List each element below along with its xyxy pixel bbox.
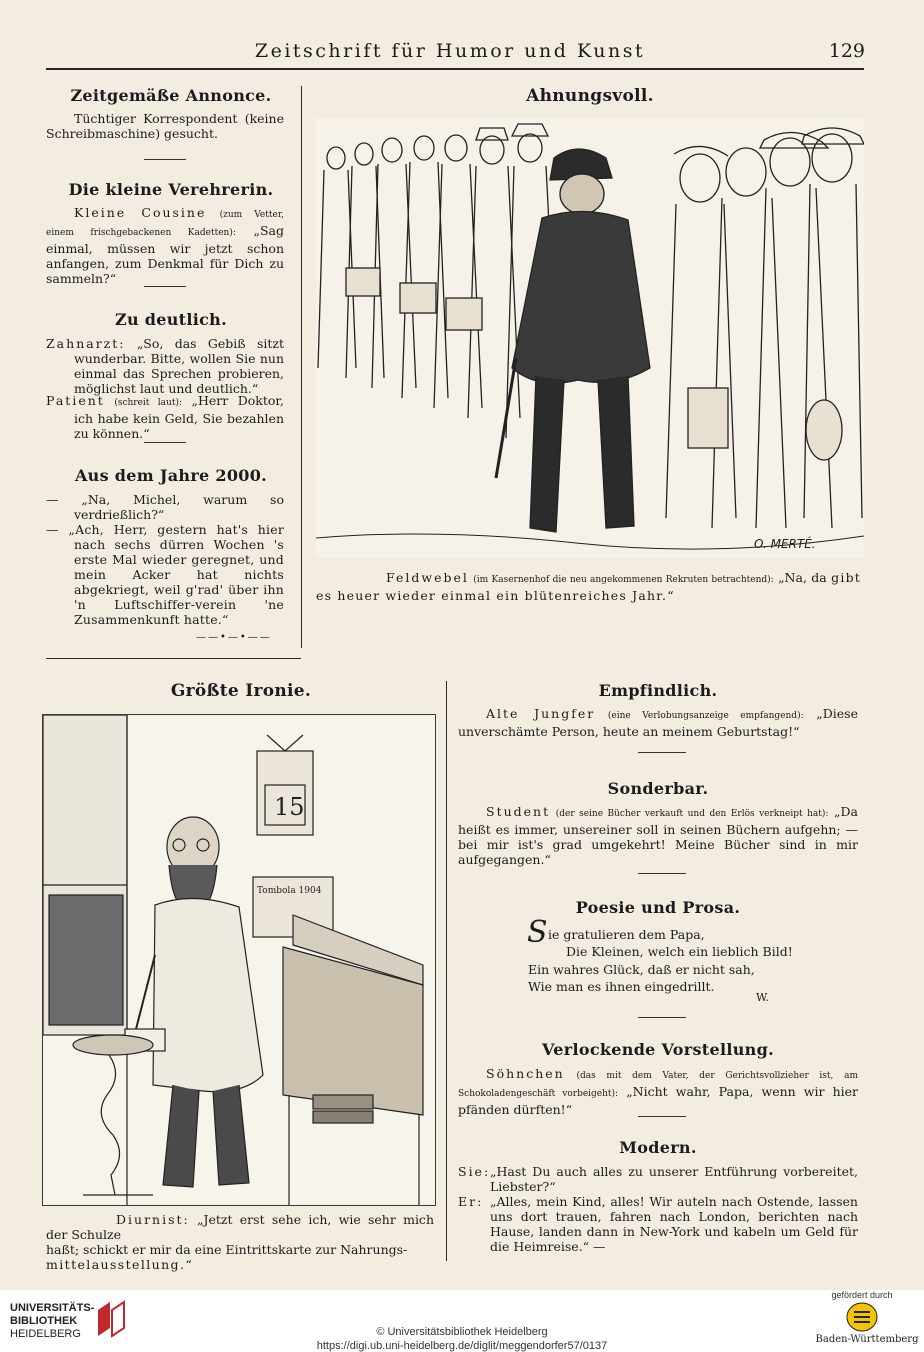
copyright-text: © Universitätsbibliothek Heidelberg: [376, 1326, 548, 1338]
library-line-1: UNIVERSITÄTS-: [10, 1302, 95, 1314]
modern-title: Modern.: [619, 1138, 697, 1157]
permalink[interactable]: https://digi.ub.uni-heidelberg.de/diglit/meggendorfer57/0137: [316, 1340, 608, 1352]
ironie-body-2: haßt; schickt er mir da eine Eintrittskarte zur Nahrungs-: [46, 1242, 408, 1257]
ironie-body-1: „Jetzt erst sehe ich, wie sehr mich der Schulze: [46, 1212, 434, 1242]
separator-3: [144, 442, 186, 443]
separator-6: [638, 1017, 686, 1018]
feldwebel-note: (im Kasernenhof die neu angekommenen Rekruten betrachtend):: [473, 575, 774, 585]
deutlich-line-1: [46, 336, 284, 396]
ironie-body-3: mittelausstellung.“: [46, 1257, 194, 1272]
verlockend-title: Verlockende Vorstellung.: [542, 1040, 774, 1059]
jahr2000-line-2: — „Ach, Herr, gestern hat's hier nach sechs dürren Wochen 's erste Mal wieder geregnet, und mein Acker hat nichts abgekriegt, weil g'rad' über ihn 'n Luftschiffer-verein 'ne Zusammenkunft hatte.“: [46, 522, 284, 627]
column-rule-top: [301, 86, 302, 648]
poesie-title: Poesie und Prosa.: [575, 898, 741, 917]
ironie-caption: [46, 1212, 434, 1272]
sonderbar-text: [458, 804, 858, 867]
page-number: 129: [828, 40, 865, 62]
poster-text: Tombola 1904: [257, 886, 322, 896]
student-speaker: Student: [486, 804, 551, 819]
annonce-body: Tüchtiger Korrespondent (keine Schreibmaschine) gesucht.: [46, 111, 284, 141]
feldwebel-speaker: Feldwebel: [386, 570, 469, 585]
funded-by-label: gefördert durch: [831, 1290, 893, 1300]
clerk-drawing: [43, 715, 435, 1205]
jungfer-note: (eine Verlobungsanzeige empfangend):: [607, 711, 804, 721]
jungfer-speaker: Alte Jungfer: [486, 706, 596, 721]
separator-7: [638, 1116, 686, 1117]
empfindlich-text: [458, 706, 858, 739]
library-line-2: BIBLIOTHEK: [10, 1315, 78, 1327]
patient-note: (schreit laut):: [114, 398, 182, 408]
annonce-title: Zeitgemäße Annonce.: [70, 86, 272, 105]
poesie-line-1: ie gratulieren dem Papa,: [548, 927, 705, 942]
clerk-illustration: [42, 714, 436, 1206]
illustrator-signature: O. MERTÉ.: [754, 537, 816, 551]
column-rule-bottom: [446, 681, 447, 1261]
section-rule-left: [46, 658, 301, 659]
er-text: „Alles, mein Kind, alles! Wir auteln nach Ostende, lassen uns dort trauen, fahren nach London, berichten nach Hause, landen dann in New-York und kabeln um Geld für die Heimreise.“ —: [490, 1194, 858, 1254]
verehrerin-text: [46, 205, 284, 286]
modern-line-1: [458, 1164, 858, 1194]
er-speaker: Er:: [458, 1194, 484, 1209]
ahnungsvoll-caption: [316, 570, 861, 603]
running-head-title: Zeitschrift für Humor und Kunst: [254, 40, 646, 62]
poesie-line-4: Wie man es ihnen eingedrillt.: [528, 979, 715, 994]
ahnungsvoll-title: Ahnungsvoll.: [526, 86, 654, 106]
student-note: (der seine Bücher verkauft und den Erlös verkneipt hat):: [555, 809, 829, 819]
digital-library-footer: [0, 1290, 924, 1352]
feldwebel-body-1: „Na, da: [778, 570, 827, 585]
soehnchen-note: (das mit dem Vater, der Gerichtsvollzieher ist, am Schokoladengeschäft vorbeigeht):: [458, 1071, 858, 1099]
zahnarzt-speaker: Zahnarzt:: [46, 336, 126, 351]
poesie-line-3: Ein wahres Glück, daß er nicht sah,: [528, 962, 755, 977]
diurnist-speaker: Diurnist:: [116, 1212, 190, 1227]
jahr2000-title: Aus dem Jahre 2000.: [74, 466, 268, 485]
separator-4: [638, 752, 686, 753]
ornament-divider: ——•—•——: [196, 632, 272, 643]
sie-speaker: Sie:: [458, 1164, 491, 1179]
separator-2: [144, 286, 186, 287]
verehrerin-note: (zum Vetter, einem frischgebackenen Kadetten):: [46, 210, 284, 238]
feldwebel-body-2: gibt es heuer wieder einmal ein blütenreiches Jahr.“: [316, 570, 861, 603]
separator-5: [638, 873, 686, 874]
verehrerin-speaker: Kleine Cousine: [74, 205, 207, 220]
student-body: „Da heißt es immer, unsereiner soll in seinen Büchern aufgehn; — bei mir ist's grad umgekehrt! Meine Bücher sind in mir aufgegangen.“: [458, 804, 858, 867]
modern-line-2: [458, 1194, 858, 1254]
separator-1: [144, 159, 186, 160]
jungfer-body: „Diese unverschämte Person, heute an meinem Geburtstag!“: [458, 706, 858, 739]
poesie-line-2: Die Kleinen, welch ein lieblich Bild!: [566, 944, 793, 959]
ironie-title: Größte Ironie.: [170, 681, 312, 701]
patient-text: „Herr Doktor, ich habe kein Geld, Sie bezahlen zu können.“: [74, 393, 284, 441]
poesie-signature: W.: [756, 991, 769, 1004]
recruits-illustration: [316, 118, 864, 558]
soehnchen-speaker: Söhnchen: [486, 1066, 565, 1081]
verehrerin-title: Die kleine Verehrerin.: [68, 180, 274, 199]
verehrerin-body: „Sag einmal, müssen wir jetzt schon anfangen, zum Denkmal für Dich zu sammeln?“: [46, 223, 284, 286]
library-line-3: HEIDELBERG: [10, 1328, 81, 1340]
deutlich-line-2: [46, 393, 284, 441]
soehnchen-body: „Nicht wahr, Papa, wenn wir hier pfänden dürften!“: [458, 1084, 859, 1117]
state-name: Baden-Württemberg: [815, 1334, 919, 1345]
deutlich-title: Zu deutlich.: [115, 310, 227, 329]
state-crest-icon: [846, 1302, 878, 1332]
zahnarzt-text: „So, das Gebiß sitzt wunderbar. Bitte, wollen Sie nun einmal das Sprechen probieren, möglichst laut und deutlich.“: [74, 336, 284, 396]
calendar-number: 15: [274, 793, 305, 821]
verlockend-text: [458, 1066, 858, 1117]
poesie-drop-initial: S: [527, 915, 548, 950]
recruits-drawing: [316, 118, 864, 558]
header-rule: [46, 68, 864, 70]
empfindlich-title: Empfindlich.: [598, 681, 718, 700]
sie-text: „Hast Du auch alles zu unserer Entführung vorbereitet, Liebster?“: [490, 1164, 858, 1194]
sonderbar-title: Sonderbar.: [607, 779, 709, 798]
patient-speaker: Patient: [46, 393, 105, 408]
jahr2000-line-1: — „Na, Michel, warum so verdrießlich?“: [46, 492, 284, 522]
